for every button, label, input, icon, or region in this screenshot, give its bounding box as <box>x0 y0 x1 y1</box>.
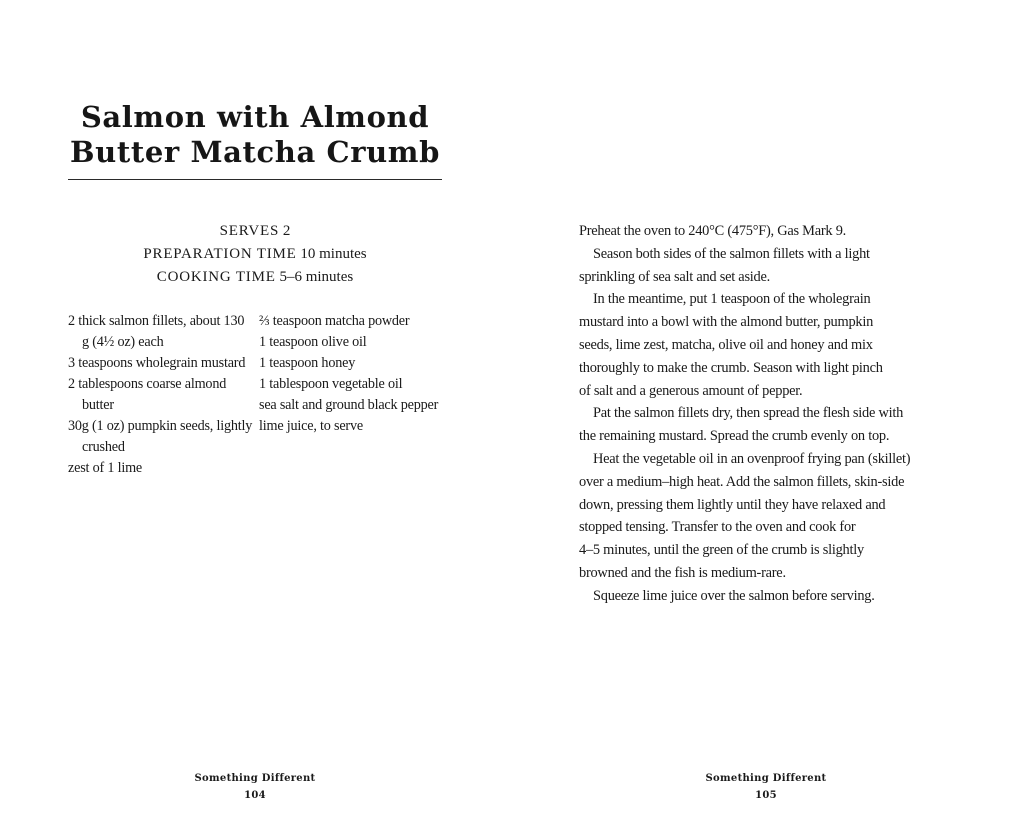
ingredient-item: ⅔ teaspoon matcha powder <box>259 313 410 329</box>
method-line: over a medium–high heat. Add the salmon fillets, skin-side <box>579 473 905 490</box>
method-line: 4–5 minutes, until the green of the crumb is slightly <box>579 542 864 559</box>
ingredient-item: 2 tablespoons coarse almond butter <box>68 376 227 413</box>
method-paragraph <box>579 585 949 608</box>
recipe-meta <box>68 220 442 289</box>
method-line: sprinkling of sea salt and set aside. <box>579 268 770 285</box>
method-line: Squeeze lime juice over the salmon before serving. <box>593 587 875 604</box>
ingredient-item: 1 tablespoon vegetable oil <box>259 376 403 392</box>
method-paragraph <box>579 220 949 243</box>
recipe-title <box>68 100 442 170</box>
method-line: Preheat the oven to 240°C (475°F), Gas Mark 9. <box>579 223 846 239</box>
method-line: browned and the fish is medium-rare. <box>579 564 786 581</box>
serves-value: 2 <box>282 223 291 239</box>
serves-row <box>68 220 442 243</box>
ingredient-item: 30g (1 oz) pumpkin seeds, lightly crushed <box>68 418 253 455</box>
page-footer <box>579 770 953 804</box>
method-line: thoroughly to make the crumb. Season with light pinch <box>579 359 883 376</box>
method-line: In the meantime, put 1 teaspoon of the wholegrain <box>593 291 871 308</box>
ingredient-item: zest of 1 lime <box>68 460 143 476</box>
page-number: 104 <box>244 790 266 801</box>
method-line: seeds, lime zest, matcha, olive oil and honey and mix <box>579 336 873 353</box>
serves-label: SERVES <box>219 223 280 239</box>
section-name: Something Different <box>705 773 827 784</box>
prep-time-value: 10 minutes <box>300 246 367 262</box>
section-name: Something Different <box>194 773 316 784</box>
method-line: the remaining mustard. Spread the crumb evenly on top. <box>579 428 890 445</box>
title-divider <box>68 179 442 180</box>
method-text <box>579 220 949 608</box>
method-line: Pat the salmon fillets dry, then spread the flesh side with <box>593 405 904 422</box>
ingredients-column-2 <box>259 311 444 437</box>
method-line: mustard into a bowl with the almond butter, pumpkin <box>579 314 874 331</box>
ingredient-item: 3 teaspoons wholegrain mustard <box>68 355 246 371</box>
page-footer <box>68 770 442 804</box>
title-line: Salmon with Almond <box>80 100 430 134</box>
page-number: 105 <box>755 790 777 801</box>
cooking-time-value: 5–6 minutes <box>279 269 354 285</box>
cooking-time-row <box>68 266 442 289</box>
prep-time-row <box>68 243 442 266</box>
ingredient-item: sea salt and ground black pepper <box>259 397 439 413</box>
ingredient-item: 1 teaspoon honey <box>259 355 356 371</box>
method-paragraph <box>579 243 949 289</box>
method-paragraph <box>579 402 949 448</box>
method-line: stopped tensing. Transfer to the oven and cook for <box>579 519 856 536</box>
method-line: Heat the vegetable oil in an ovenproof frying pan (skillet) <box>593 450 911 467</box>
method-paragraph <box>579 448 949 585</box>
ingredient-item: lime juice, to serve <box>259 418 363 434</box>
ingredient-item: 2 thick salmon fillets, about 130 g (4½ oz) each <box>68 313 245 350</box>
ingredients-column-1 <box>68 311 253 479</box>
method-line: of salt and a generous amount of pepper. <box>579 382 803 399</box>
right-page <box>510 0 1020 818</box>
method-line: Season both sides of the salmon fillets with a light <box>593 245 870 262</box>
method-line: down, pressing them lightly until they have relaxed and <box>579 496 886 513</box>
method-paragraph <box>579 288 949 402</box>
prep-time-label: PREPARATION TIME <box>143 246 297 262</box>
cooking-time-label: COOKING TIME <box>156 269 276 285</box>
ingredient-item: 1 teaspoon olive oil <box>259 334 367 350</box>
title-line: Butter Matcha Crumb <box>70 135 440 169</box>
